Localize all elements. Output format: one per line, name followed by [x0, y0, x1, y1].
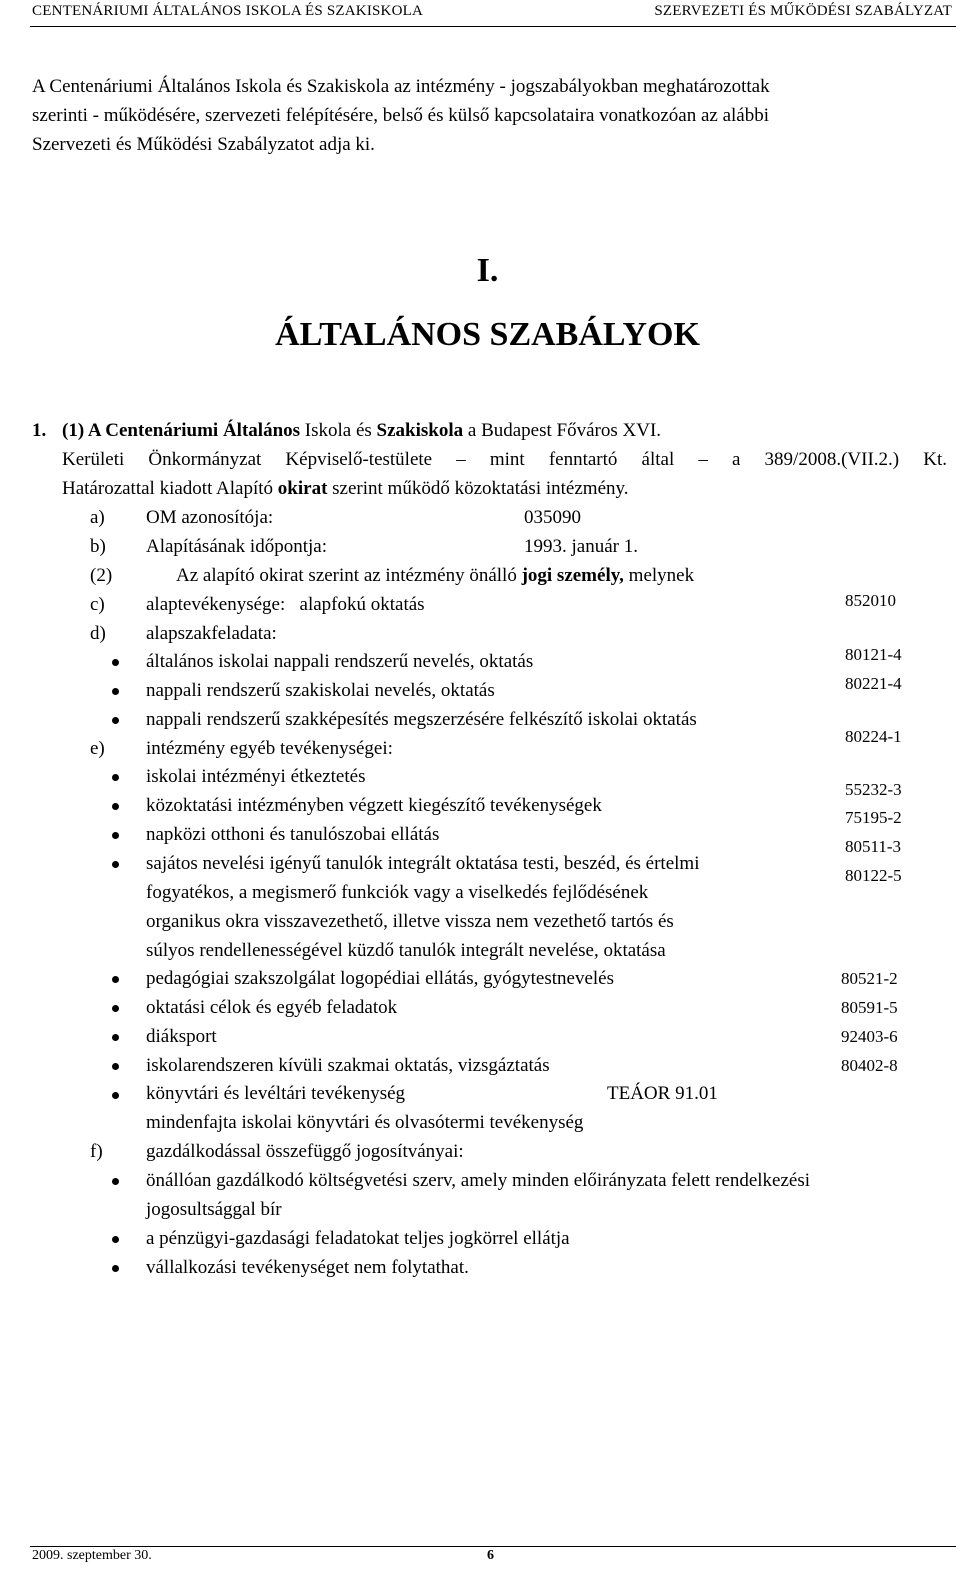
- item-c-code: 852010: [845, 591, 896, 610]
- e-item-text: közoktatási intézményben végzett kiegészítő tevékenységek: [146, 795, 602, 816]
- justified-word: a: [731, 449, 741, 470]
- e-item-text-cont: organikus okra visszavezethető, illetve vissza nem vezethető tartós és: [146, 911, 674, 932]
- bullet: [112, 1034, 119, 1041]
- item-d-label: d): [90, 623, 106, 644]
- bullet: [112, 1178, 119, 1185]
- intro-line-1: A Centenáriumi Általános Iskola és Szakiskola az intézmény - jogszabályokban meghatározottak: [32, 76, 770, 97]
- paragraph-1-text-2: a Budapest Főváros XVI.: [463, 420, 662, 441]
- running-header-left: CENTENÁRIUMI ÁLTALÁNOS ISKOLA ÉS SZAKISKOLA: [32, 3, 424, 19]
- paragraph-2-label: (2): [90, 565, 113, 586]
- paragraph-1-text-4: szerint működő közoktatási intézmény.: [327, 478, 629, 499]
- bullet: [112, 659, 119, 666]
- bullet: [112, 717, 119, 724]
- item-b-value: 1993. január 1.: [524, 536, 638, 557]
- d-item-code: 80221-4: [845, 674, 902, 693]
- chapter-number: I.: [476, 252, 499, 289]
- bullet: [112, 1092, 119, 1099]
- e-item-code: 75195-2: [845, 808, 902, 827]
- section-number: 1.: [32, 420, 47, 441]
- bullet: [112, 688, 119, 695]
- item-c-text: alaptevékenysége: alapfokú oktatás: [146, 594, 425, 615]
- item-a-value: 035090: [524, 507, 581, 528]
- paragraph-2-text-2: melynek: [623, 565, 695, 586]
- bullet: [112, 1063, 119, 1070]
- f-item-text: a pénzügyi-gazdasági feladatokat teljes jogkörrel ellátja: [146, 1228, 570, 1249]
- item-b-text: Alapításának időpontja:: [146, 536, 327, 557]
- e-item-code: 80511-3: [845, 837, 902, 856]
- paragraph-2-text: [176, 565, 694, 587]
- e-item-code: 55232-3: [845, 780, 902, 799]
- d-item-text: általános iskolai nappali rendszerű nevelés, oktatás: [146, 651, 534, 672]
- e-item-text: sajátos nevelési igényű tanulók integrált oktatása testi, beszéd, és értelmi: [146, 853, 700, 874]
- e-item-text-cont: mindenfajta iskolai könyvtári és olvasótermi tevékenység: [146, 1112, 584, 1133]
- e-item-text: pedagógiai szakszolgálat logopédiai ellátás, gyógytestnevelés: [146, 968, 614, 989]
- item-e-text: intézmény egyéb tevékenységei:: [146, 738, 393, 759]
- justified-word: által: [641, 449, 675, 470]
- paragraph-1-line-1: [62, 420, 661, 442]
- bullet: [112, 861, 119, 868]
- paragraph-2-text-1: Az alapító okirat szerint az intézmény önálló: [176, 565, 522, 586]
- e-item-text: diáksport: [146, 1026, 217, 1047]
- item-a-text: OM azonosítója:: [146, 507, 274, 528]
- paragraph-1-bold-1: (1) A Centenáriumi Általános: [62, 420, 301, 441]
- paragraph-1-line-2: [62, 449, 947, 471]
- d-item-text: nappali rendszerű szakiskolai nevelés, oktatás: [146, 680, 495, 701]
- e-item-text: oktatási célok és egyéb feladatok: [146, 997, 398, 1018]
- f-item-text-cont: jogosultsággal bír: [146, 1199, 282, 1220]
- e-item-text-cont: súlyos rendellenességével küzdő tanulók integrált nevelése, oktatása: [146, 940, 666, 961]
- justified-word: fenntartó: [548, 449, 618, 470]
- item-f-label: f): [90, 1141, 103, 1162]
- justified-word: Önkormányzat: [148, 449, 262, 470]
- footer-rule: [30, 1546, 956, 1547]
- d-item-text: nappali rendszerű szakképesítés megszerzésére felkészítő iskolai oktatás: [146, 709, 697, 730]
- paragraph-1-bold-3: okirat: [277, 478, 328, 499]
- paragraph-1-text-3: Határozattal kiadott Alapító: [62, 478, 278, 499]
- d-item-code: 80121-4: [845, 645, 902, 664]
- e-item-text: napközi otthoni és tanulószobai ellátás: [146, 824, 440, 845]
- justified-word: Képviselő-testülete: [285, 449, 433, 470]
- bullet: [112, 774, 119, 781]
- d-item-code: 80224-1: [845, 727, 902, 746]
- e-item-code: 80521-2: [841, 969, 898, 988]
- footer-date: 2009. szeptember 30.: [32, 1548, 152, 1563]
- intro-line-3: Szervezeti és Működési Szabályzatot adja ki.: [32, 134, 375, 155]
- justified-word: 389/2008.(VII.2.): [764, 449, 900, 470]
- bullet: [112, 832, 119, 839]
- e-item-text: iskolarendszeren kívüli szakmai oktatás, vizsgáztatás: [146, 1055, 550, 1076]
- e-item-code: 92403-6: [841, 1027, 898, 1046]
- paragraph-1-text-1: Iskola és: [300, 420, 377, 441]
- e-item-code: 80591-5: [841, 998, 898, 1017]
- e-item-code: 80402-8: [841, 1056, 898, 1075]
- intro-line-2: szerinti - működésére, szervezeti felépítésére, belső és külső kapcsolataira vonatkozóan az alábbi: [32, 105, 769, 126]
- item-a-label: a): [90, 507, 105, 528]
- bullet: [112, 1236, 119, 1243]
- page-number: 6: [487, 1548, 494, 1563]
- justified-word: –: [456, 449, 466, 470]
- paragraph-1-line-3: [62, 478, 629, 500]
- e-item-text: könyvtári és levéltári tevékenység: [146, 1083, 406, 1104]
- justified-word: –: [698, 449, 708, 470]
- e-item-text-cont: fogyatékos, a megismerő funkciók vagy a viselkedés fejlődésének: [146, 882, 649, 903]
- bullet: [112, 1005, 119, 1012]
- item-e-label: e): [90, 738, 105, 759]
- justified-word: mint: [489, 449, 525, 470]
- item-d-text: alapszakfeladata:: [146, 623, 277, 644]
- item-f-text: gazdálkodással összefüggő jogosítványai:: [146, 1141, 464, 1162]
- bullet: [112, 1265, 119, 1272]
- item-c-label: c): [90, 594, 105, 615]
- justified-word: Kt.: [923, 449, 947, 470]
- f-item-text: önállóan gazdálkodó költségvetési szerv, amely minden előirányzata felett rendelkezési: [146, 1170, 811, 1191]
- item-b-label: b): [90, 536, 106, 557]
- e-item-code: 80122-5: [845, 866, 902, 885]
- f-item-text: vállalkozási tevékenységet nem folytathat.: [146, 1257, 469, 1278]
- running-header-right: SZERVEZETI ÉS MŰKÖDÉSI SZABÁLYZAT: [654, 3, 952, 19]
- e-item-code: TEÁOR 91.01: [607, 1083, 718, 1104]
- e-item-text: iskolai intézményi étkeztetés: [146, 766, 366, 787]
- paragraph-2-bold: jogi személy,: [521, 565, 624, 586]
- justified-word: Kerületi: [62, 449, 125, 470]
- bullet: [112, 803, 119, 810]
- bullet: [112, 976, 119, 983]
- paragraph-1-bold-2: Szakiskola: [376, 420, 464, 441]
- header-rule: [30, 26, 956, 27]
- chapter-title: ÁLTALÁNOS SZABÁLYOK: [275, 316, 700, 353]
